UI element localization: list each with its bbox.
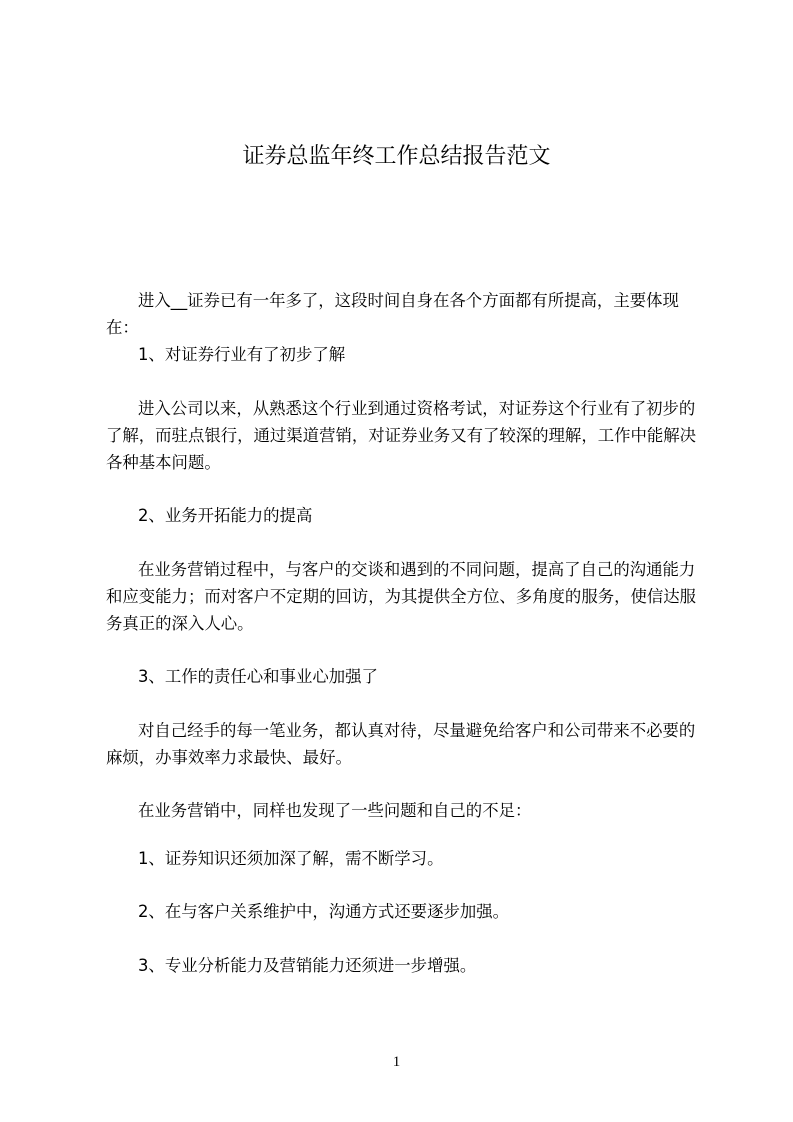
- shortcoming-item-2: 2、在与客户关系维护中，沟通方式还要逐步加强。: [138, 902, 510, 921]
- page-number: 1: [392, 1054, 401, 1070]
- section-body-2: 在业务营销过程中，与客户的交谈和遇到的不同问题，提高了自己的沟通能力和应变能力；而对客户不定期的回访，为其提供全方位、多角度的服务，使信达服务真正的深入人心。: [106, 560, 697, 633]
- section-body-1: 进入公司以来，从熟悉这个行业到通过资格考试，对证券这个行业有了初步的了解，而驻点银行，通过渠道营销，对证券业务又有了较深的理解，工作中能解决各种基本问题。: [106, 399, 697, 472]
- intro-paragraph: 进入__证券已有一年多了，这段时间自身在各个方面都有所提高，主要体现在：: [106, 291, 679, 337]
- section-heading-3: 3、工作的责任心和事业心加强了: [138, 667, 378, 686]
- section-heading-1: 1、对证券行业有了初步了解: [138, 345, 346, 364]
- shortcoming-item-1: 1、证券知识还须加深了解，需不断学习。: [138, 849, 444, 868]
- shortcoming-item-3: 3、专业分析能力及营销能力还须进一步增强。: [138, 956, 477, 975]
- section-body-3: 对自己经手的每一笔业务，都认真对待，尽量避免给客户和公司带来不必要的麻烦，办事效率力求最快、最好。: [106, 721, 696, 767]
- shortcomings-intro: 在业务营销中，同样也发现了一些问题和自己的不足：: [138, 801, 532, 820]
- document-title: 证券总监年终工作总结报告范文: [242, 144, 551, 169]
- section-heading-2: 2、业务开拓能力的提高: [138, 506, 313, 525]
